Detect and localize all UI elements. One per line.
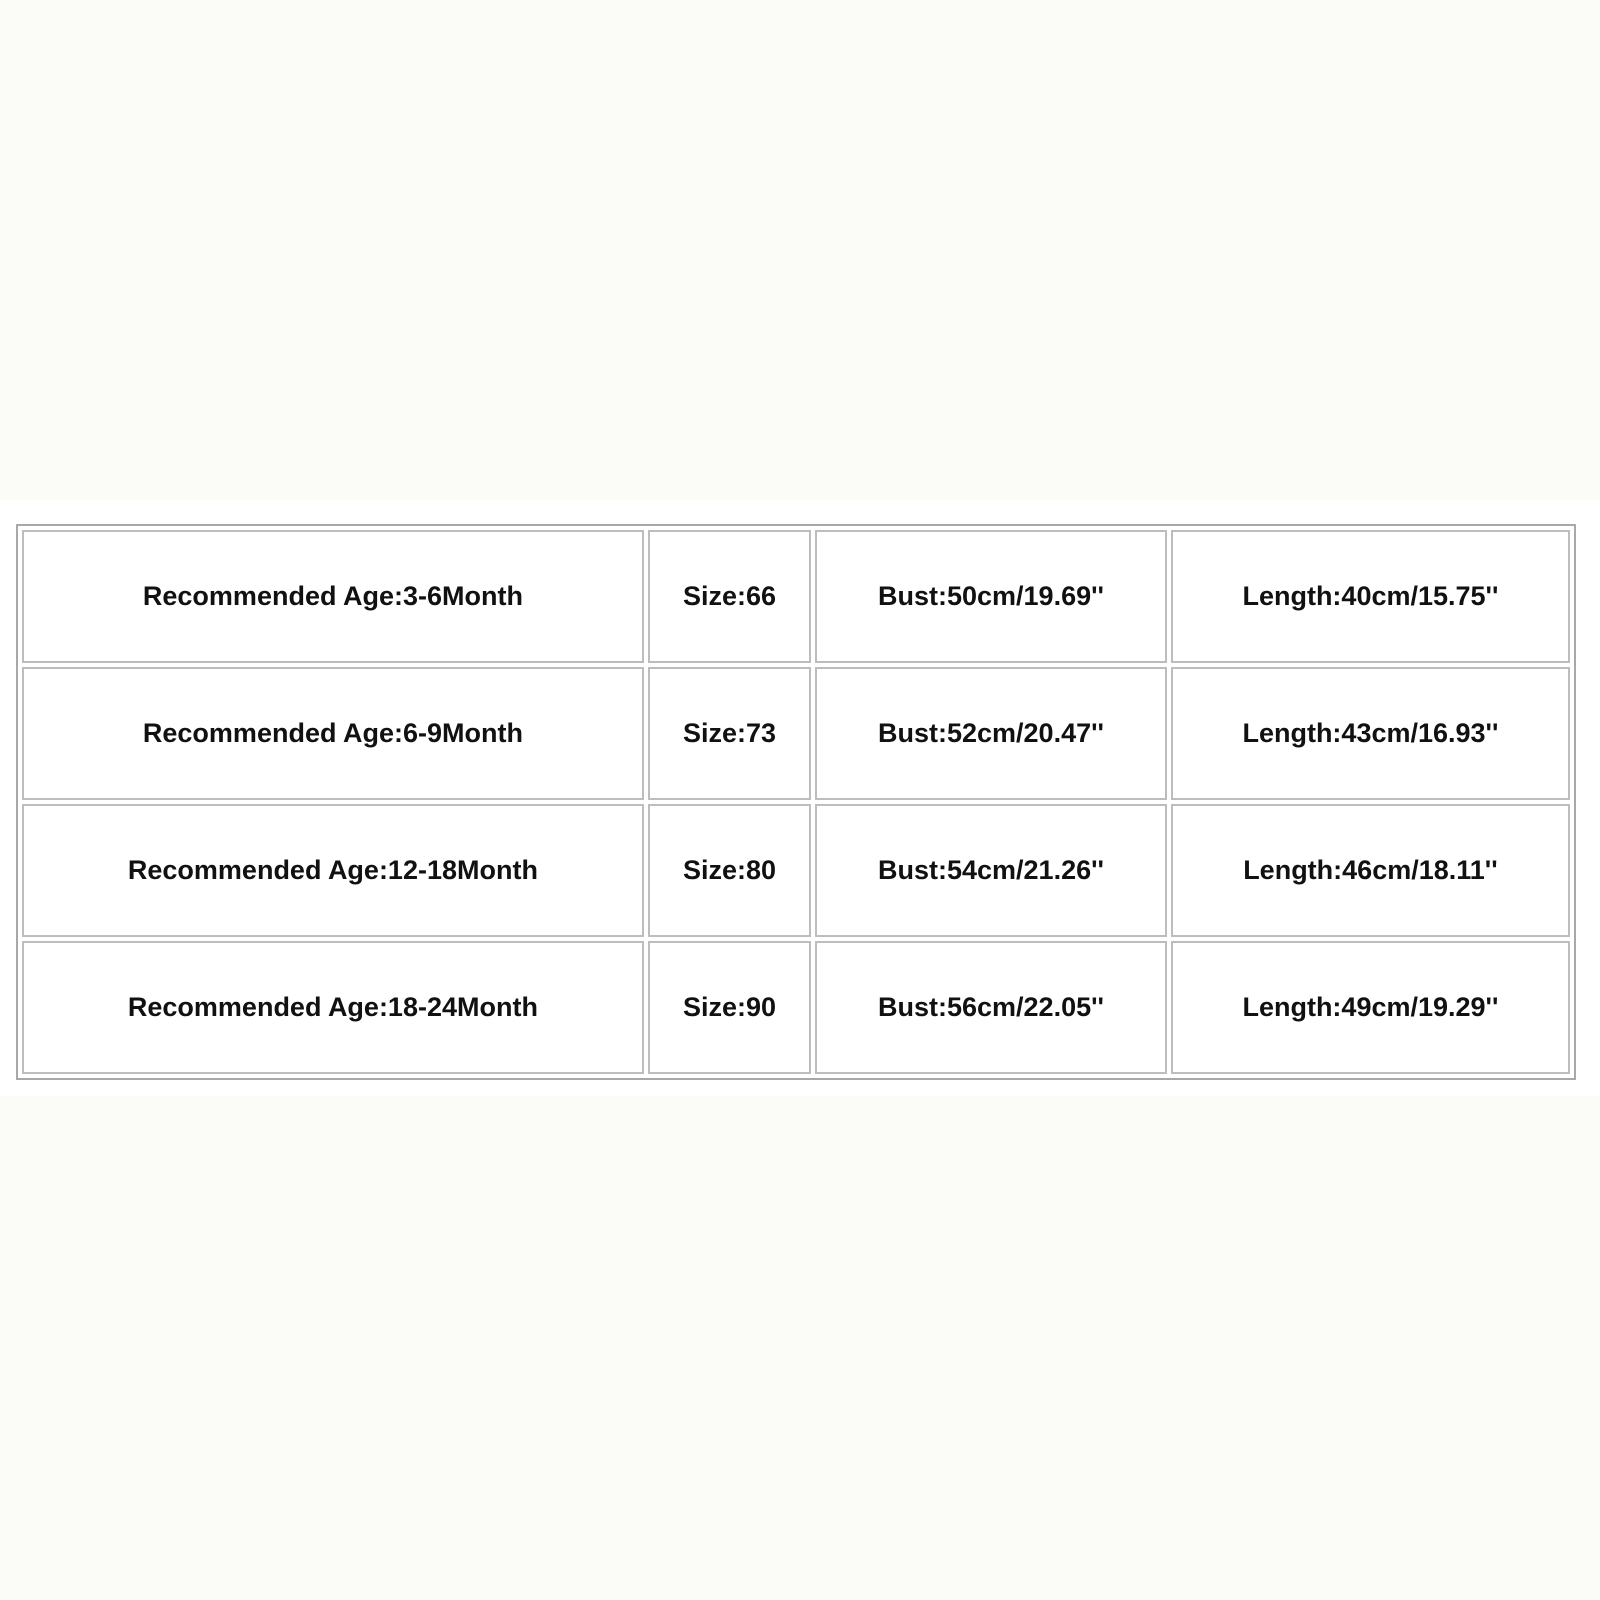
length-cell: Length:40cm/15.75'': [1171, 530, 1570, 663]
length-cell: Length:43cm/16.93'': [1171, 667, 1570, 800]
recommended-age-cell: Recommended Age:12-18Month: [22, 804, 644, 937]
bust-cell: Bust:56cm/22.05'': [815, 941, 1167, 1074]
recommended-age-cell: Recommended Age:18-24Month: [22, 941, 644, 1074]
size-cell: Size:73: [648, 667, 811, 800]
size-chart-panel: [0, 500, 1600, 1096]
size-cell: Size:66: [648, 530, 811, 663]
bust-cell: Bust:50cm/19.69'': [815, 530, 1167, 663]
table-row: [22, 667, 1570, 800]
length-cell: Length:49cm/19.29'': [1171, 941, 1570, 1074]
table-row: [22, 530, 1570, 663]
recommended-age-cell: Recommended Age:3-6Month: [22, 530, 644, 663]
size-chart-table: [16, 524, 1576, 1080]
table-row: [22, 941, 1570, 1074]
bust-cell: Bust:52cm/20.47'': [815, 667, 1167, 800]
table-row: [22, 804, 1570, 937]
length-cell: Length:46cm/18.11'': [1171, 804, 1570, 937]
recommended-age-cell: Recommended Age:6-9Month: [22, 667, 644, 800]
size-cell: Size:80: [648, 804, 811, 937]
bust-cell: Bust:54cm/21.26'': [815, 804, 1167, 937]
size-cell: Size:90: [648, 941, 811, 1074]
